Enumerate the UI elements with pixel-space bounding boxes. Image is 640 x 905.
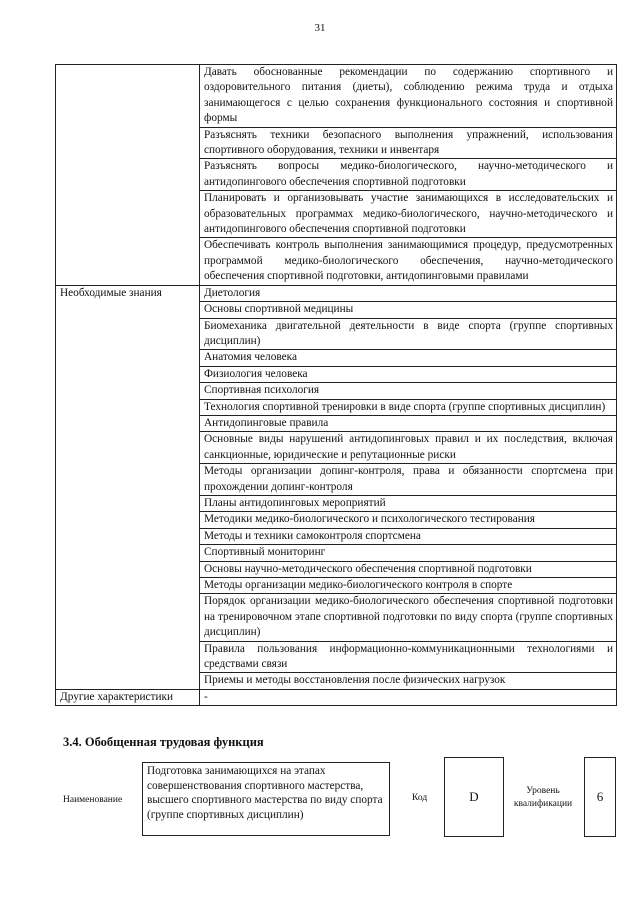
knowledge-cell: Порядок организации медико-биологического обеспечения спортивной подготовки на тренировочном этапе спортивной подготовки по виду спорта (группе спортивных дисциплин) <box>200 594 617 641</box>
knowledge-cell: Анатомия человека <box>200 350 617 366</box>
knowledge-label-cell: Необходимые знания <box>56 285 200 689</box>
knowledge-cell: Основы научно-методического обеспечения спортивной подготовки <box>200 561 617 577</box>
knowledge-cell: Биомеханика двигательной деятельности в виде спорта (группе спортивных дисциплин) <box>200 318 617 350</box>
name-label: Наименование <box>63 795 123 805</box>
action-cell: Планировать и организовывать участие занимающихся в исследовательских и образовательных программах медико-биологического, научно-методического и антидопингового обеспечения спортивной подготовки <box>200 191 617 238</box>
knowledge-cell: Основы спортивной медицины <box>200 302 617 318</box>
action-cell: Обеспечивать контроль выполнения занимающимися процедур, предусмотренных программой медико-биологического обеспечения, научно-методического обеспечения спортивной подготовки, антидопинговыми правилами <box>200 238 617 285</box>
knowledge-cell: Планы антидопинговых мероприятий <box>200 495 617 511</box>
section-title: 3.4. Обобщенная трудовая функция <box>63 735 264 749</box>
knowledge-cell: Приемы и методы восстановления после физических нагрузок <box>200 673 617 689</box>
knowledge-cell: Технология спортивной тренировки в виде спорта (группе спортивных дисциплин) <box>200 399 617 415</box>
action-cell: Разъяснять вопросы медико-биологического, научно-методического и антидопингового обеспечения спортивной подготовки <box>200 159 617 191</box>
table-row <box>56 689 617 705</box>
empty-label-cell <box>56 65 200 286</box>
knowledge-cell: Методы и техники самоконтроля спортсмена <box>200 528 617 544</box>
code-value-box: D <box>444 757 504 837</box>
knowledge-cell: Методы организации допинг-контроля, права и обязанности спортсмена при прохождении допинг-контроля <box>200 464 617 496</box>
name-value-box: Подготовка занимающихся на этапах совершенствования спортивного мастерства, высшего спортивного мастерства по виду спорта (группе спортивных дисциплин) <box>142 762 390 836</box>
knowledge-cell: Диетология <box>200 285 617 301</box>
knowledge-cell: Основные виды нарушений антидопинговых правил и их последствия, включая санкционные, юридические и репутационные риски <box>200 432 617 464</box>
action-cell: Разъяснять техники безопасного выполнения упражнений, использования спортивного оборудования, техники и инвентаря <box>200 127 617 159</box>
labor-function-table <box>55 64 617 706</box>
generalized-function-row <box>0 757 640 841</box>
knowledge-cell: Антидопинговые правила <box>200 415 617 431</box>
table-body <box>56 65 617 706</box>
page-number: 31 <box>314 22 326 34</box>
code-label: Код <box>412 793 428 803</box>
knowledge-cell: Методики медико-биологического и психологического тестирования <box>200 512 617 528</box>
other-value-cell: - <box>200 689 617 705</box>
table-row <box>56 65 617 128</box>
table-row <box>56 285 617 301</box>
qualification-level-label: Уровень квалификации <box>513 786 573 809</box>
action-cell: Давать обоснованные рекомендации по содержанию спортивного и оздоровительного питания (диеты), соблюдению режима труда и отдыха занимающегося с целью сохранения функционального состояния и спортивной формы <box>200 65 617 128</box>
other-label-cell: Другие характеристики <box>56 689 200 705</box>
qualification-level-box: 6 <box>584 757 616 837</box>
knowledge-cell: Правила пользования информационно-коммуникационными технологиями и средствами связи <box>200 641 617 673</box>
knowledge-cell: Спортивная психология <box>200 383 617 399</box>
knowledge-cell: Спортивный мониторинг <box>200 545 617 561</box>
knowledge-cell: Методы организации медико-биологического контроля в спорте <box>200 578 617 594</box>
knowledge-cell: Физиология человека <box>200 366 617 382</box>
